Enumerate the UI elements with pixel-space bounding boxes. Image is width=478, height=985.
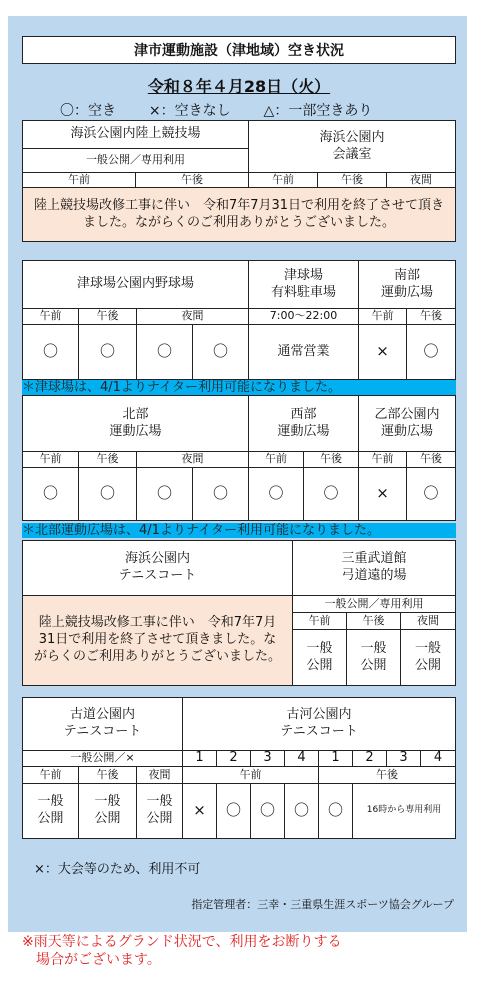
court-number: 2 xyxy=(353,751,387,767)
status-cell: 一般 公開 xyxy=(401,630,455,685)
status-cell: × xyxy=(183,784,217,838)
header-pm: 午後 xyxy=(304,452,359,468)
court-number: 4 xyxy=(421,751,455,767)
footnote: ×：大会等のため、利用不可 xyxy=(34,862,201,877)
header-hours: 7:00〜22:00 xyxy=(249,309,359,325)
section-tennis-archery xyxy=(22,540,456,686)
facility-name: 海浜公園内陸上競技場 xyxy=(23,121,249,149)
usage-type: 一般公開／× xyxy=(23,751,183,767)
status-cell: 〇 xyxy=(137,325,193,379)
header-am: 午前 xyxy=(359,452,407,468)
facility-name: 津球場公園内野球場 xyxy=(23,261,249,309)
header-am: 午前 xyxy=(359,309,407,325)
status-cell: 〇 xyxy=(23,325,79,379)
status-cell: 〇 xyxy=(249,468,304,520)
rain-notice: ※雨天等によるグランド状況で、利用をお断りする 場合がございます。 xyxy=(22,934,342,968)
status-cell: 〇 xyxy=(193,325,249,379)
header-am: 午前 xyxy=(23,767,79,784)
status-cell: 〇 xyxy=(137,468,193,520)
status-cell: 〇 xyxy=(407,325,455,379)
status-cell: 〇 xyxy=(285,784,319,838)
section-baseball xyxy=(22,260,456,380)
title-box xyxy=(22,36,456,64)
facility-name: 海浜公園内 テニスコート xyxy=(23,541,293,596)
status-cell: 一般 公開 xyxy=(137,784,183,838)
closure-notice: 陸上競技場改修工事に伴い 令和7年7月31日で利用を終了させて頂きました。ながらくのご利用ありがとうございました。 xyxy=(23,188,455,241)
header-pm: 午後 xyxy=(319,767,455,784)
status-cell: 一般 公開 xyxy=(347,630,401,685)
status-cell: 一般 公開 xyxy=(293,630,347,685)
header-night: 夜間 xyxy=(387,173,455,188)
status-cell: 一般 公開 xyxy=(79,784,137,838)
facility-name: 三重武道館 弓道遠的場 xyxy=(293,541,455,596)
facility-name: 津球場 有料駐車場 xyxy=(249,261,359,309)
status-cell: 一般 公開 xyxy=(23,784,79,838)
date-line xyxy=(0,74,478,97)
page-title: 津市運動施設（津地域）空き状況 xyxy=(134,43,344,59)
header-night: 夜間 xyxy=(401,613,455,630)
manager-credit: 指定管理者：三幸・三重県生涯スポーツ協会グループ xyxy=(191,898,454,911)
court-number: 3 xyxy=(387,751,421,767)
section-sports-grounds xyxy=(22,395,456,521)
status-cell: 〇 xyxy=(79,325,137,379)
legend-unavailable: ×：空きなし xyxy=(148,103,231,119)
closure-notice: 陸上競技場改修工事に伴い 令和7年7月31日で利用を終了させて頂きました。ながらくのご利用ありがとうございました。 xyxy=(23,596,293,685)
header-pm: 午後 xyxy=(407,309,455,325)
header-am: 午前 xyxy=(23,452,79,468)
court-number: 2 xyxy=(217,751,251,767)
legend xyxy=(60,100,372,120)
header-night: 夜間 xyxy=(137,452,249,468)
court-number: 3 xyxy=(251,751,285,767)
header-pm: 午後 xyxy=(347,613,401,630)
header-night: 夜間 xyxy=(137,309,249,325)
status-cell: × xyxy=(359,468,407,520)
facility-name: 古道公園内 テニスコート xyxy=(23,698,183,751)
header-am: 午前 xyxy=(23,309,79,325)
section-stadium-meeting-room xyxy=(22,120,456,242)
header-pm: 午後 xyxy=(79,309,137,325)
facility-name: 北部 運動広場 xyxy=(23,396,249,452)
legend-available: 〇：空き xyxy=(60,103,116,119)
header-pm: 午後 xyxy=(79,767,137,784)
notice-banner: ＊津球場は、4/1よりナイター利用可能になりました。 xyxy=(22,380,456,395)
facility-name: 古河公園内 テニスコート xyxy=(183,698,455,751)
status-cell: 〇 xyxy=(217,784,251,838)
header-pm: 午後 xyxy=(407,452,455,468)
status-cell: 〇 xyxy=(79,468,137,520)
status-cell: 通常営業 xyxy=(249,325,359,379)
date: 令和８年４月28日（火） xyxy=(147,77,331,96)
status-cell: 〇 xyxy=(407,468,455,520)
header-am: 午前 xyxy=(23,173,136,188)
header-night: 夜間 xyxy=(137,767,183,784)
status-cell: × xyxy=(359,325,407,379)
facility-name: 西部 運動広場 xyxy=(249,396,359,452)
status-cell: 〇 xyxy=(304,468,359,520)
court-number: 4 xyxy=(285,751,319,767)
header-am: 午前 xyxy=(249,173,318,188)
header-pm: 午後 xyxy=(318,173,387,188)
header-am: 午前 xyxy=(183,767,319,784)
court-number: 1 xyxy=(319,751,353,767)
header-am: 午前 xyxy=(293,613,347,630)
header-am: 午前 xyxy=(249,452,304,468)
status-note: 16時から専用利用 xyxy=(353,784,455,838)
court-number: 1 xyxy=(183,751,217,767)
facility-name: 乙部公園内 運動広場 xyxy=(359,396,455,452)
legend-partial: △：一部空きあり xyxy=(263,103,373,119)
section-tennis-courts xyxy=(22,697,456,839)
facility-name: 海浜公園内 会議室 xyxy=(249,121,455,173)
header-pm: 午後 xyxy=(79,452,137,468)
usage-type: 一般公開／専用利用 xyxy=(293,596,455,613)
status-cell: 〇 xyxy=(23,468,79,520)
status-cell: 〇 xyxy=(251,784,285,838)
status-cell: 〇 xyxy=(319,784,353,838)
status-cell: 〇 xyxy=(193,468,249,520)
usage-type: 一般公開／専用利用 xyxy=(23,149,249,173)
notice-banner: ＊北部運動広場は、4/1よりナイター利用可能になりました。 xyxy=(22,523,456,538)
header-pm: 午後 xyxy=(136,173,249,188)
facility-name: 南部 運動広場 xyxy=(359,261,455,309)
